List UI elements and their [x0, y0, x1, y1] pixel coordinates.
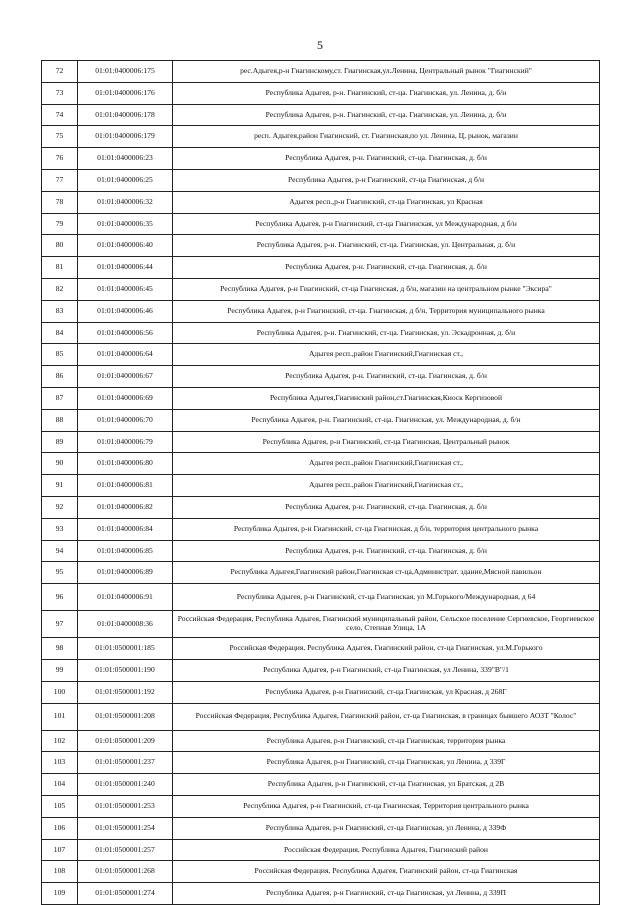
- cadastral-number-cell: 01:01:0500001:209: [78, 730, 173, 752]
- address-cell: Республика Адыгея,Гиагинский район,ст.Гиагинская,Киоск Кергизовой: [173, 387, 600, 409]
- address-cell: Республика Адыгея, р-н. Гиагинский, ст-ца. Гиагинская, ул. Эскадронная, д. б/н: [173, 322, 600, 344]
- table-row: [42, 518, 600, 540]
- address-cell: Адыгея респ.,район Гиагинский,Гиагинская ст.,: [173, 344, 600, 366]
- row-number-cell: 90: [42, 453, 78, 475]
- cadastral-number-cell: 01:01:0400006:45: [78, 278, 173, 300]
- table-row: [42, 839, 600, 861]
- cadastral-number-cell: 01:01:0400006:178: [78, 104, 173, 126]
- address-cell: Республика Адыгея, р-н Гиагинский, ст-ца Гиагинская, ул Ленина, 339"В"/1: [173, 659, 600, 681]
- cadastral-number-cell: 01:01:0400006:81: [78, 475, 173, 497]
- address-cell: Республика Адыгея, р-н Гиагинский, ст-ца Гиагинская, ул М.Горького/Международная, д 64: [173, 584, 600, 611]
- table-row: [42, 496, 600, 518]
- table-row: [42, 475, 600, 497]
- row-number-cell: 81: [42, 257, 78, 279]
- row-number-cell: 79: [42, 213, 78, 235]
- cadastral-number-cell: 01:01:0400006:70: [78, 409, 173, 431]
- table-row: [42, 730, 600, 752]
- cadastral-number-cell: 01:01:0500001:268: [78, 861, 173, 883]
- table-row: [42, 235, 600, 257]
- row-number-cell: 104: [42, 774, 78, 796]
- address-cell: Республика Адыгея, р-н Гиагинский, ст-ца Гиагинская, Территория центрального рынка: [173, 795, 600, 817]
- row-number-cell: 85: [42, 344, 78, 366]
- table-row: [42, 638, 600, 660]
- cadastral-number-cell: 01:01:0500001:240: [78, 774, 173, 796]
- address-cell: Российская Федерация, Республика Адыгея, Гиагинский район, ст-ца Гиагинская, в границах бывшего АОЗТ "Колос": [173, 703, 600, 730]
- cadastral-number-cell: 01:01:0400006:44: [78, 257, 173, 279]
- cadastral-number-cell: 01:01:0400006:85: [78, 540, 173, 562]
- table-row: [42, 126, 600, 148]
- address-cell: Республика Адыгея, р-н Гиагинский, ст-ца Гиагинская, д б/н, территория центрального рынка: [173, 518, 600, 540]
- table-row: [42, 61, 600, 83]
- row-number-cell: 93: [42, 518, 78, 540]
- cadastral-number-cell: 01:01:0400006:176: [78, 82, 173, 104]
- table-row: [42, 584, 600, 611]
- cadastral-number-cell: 01:01:0500001:190: [78, 659, 173, 681]
- cadastral-number-cell: 01:01:0400006:175: [78, 61, 173, 83]
- table-row: [42, 387, 600, 409]
- cadastral-number-cell: 01:01:0400006:91: [78, 584, 173, 611]
- cadastral-number-cell: 01:01:0400006:23: [78, 148, 173, 170]
- address-cell: Республика Адыгея, р-н. Гиагинский, ст-ца. Гиагинская, д. б/н: [173, 148, 600, 170]
- cadastral-number-cell: 01:01:0400006:80: [78, 453, 173, 475]
- row-number-cell: 89: [42, 431, 78, 453]
- table-row: [42, 752, 600, 774]
- cadastral-number-cell: 01:01:0400006:46: [78, 300, 173, 322]
- registry-table-body: [42, 61, 600, 905]
- table-row: [42, 659, 600, 681]
- cadastral-number-cell: 01:01:0400006:69: [78, 387, 173, 409]
- address-cell: Адыгея респ.,р-н Гиагинский, ст-ца Гиагинская, ул Красная: [173, 191, 600, 213]
- address-cell: Республика Адыгея, р-н Гиагинский, ст-ца Гиагинская, д б/н, магазин на центральном рынке "Эксира": [173, 278, 600, 300]
- row-number-cell: 84: [42, 322, 78, 344]
- row-number-cell: 95: [42, 562, 78, 584]
- table-row: [42, 611, 600, 638]
- table-row: [42, 169, 600, 191]
- table-row: [42, 861, 600, 883]
- address-cell: Республика Адыгея, р-н. Гиагинский, ст-ца. Гиагинская, ул. Центральная, д. б/н: [173, 235, 600, 257]
- address-cell: Республика Адыгея, р-н. Гиагинский, ст-ца. Гиагинская, ул. Международная, д. б/н: [173, 409, 600, 431]
- row-number-cell: 77: [42, 169, 78, 191]
- row-number-cell: 92: [42, 496, 78, 518]
- row-number-cell: 103: [42, 752, 78, 774]
- page-number: 5: [317, 38, 323, 52]
- address-cell: Республика Адыгея, р-н Гиагинский, ст-ца Гиагинская, ул Ленина, д 339Ф: [173, 817, 600, 839]
- cadastral-number-cell: 01:01:0400008:36: [78, 611, 173, 638]
- row-number-cell: 107: [42, 839, 78, 861]
- cadastral-number-cell: 01:01:0400006:35: [78, 213, 173, 235]
- row-number-cell: 88: [42, 409, 78, 431]
- row-number-cell: 97: [42, 611, 78, 638]
- row-number-cell: 100: [42, 681, 78, 703]
- cadastral-number-cell: 01:01:0500001:192: [78, 681, 173, 703]
- address-cell: Республика Адыгея, р-н Гиагинский, ст-ца Гиагинская, ул Братская, д 2В: [173, 774, 600, 796]
- cadastral-number-cell: 01:01:0400006:64: [78, 344, 173, 366]
- row-number-cell: 96: [42, 584, 78, 611]
- table-row: [42, 322, 600, 344]
- cadastral-number-cell: 01:01:0400006:84: [78, 518, 173, 540]
- table-row: [42, 409, 600, 431]
- table-row: [42, 883, 600, 905]
- address-cell: рес.Адыгея,р-н Гиагинскому,ст. Гиагинская,ул.Ленина, Центральный рынок "Гиагинский": [173, 61, 600, 83]
- cadastral-number-cell: 01:01:0500001:208: [78, 703, 173, 730]
- address-cell: Российская Федерация, Республика Адыгея, Гиагинский муниципальный район, Сельское поселение Сергиевское, Георгиевское село, Степная Улица, 1А: [173, 611, 600, 638]
- address-cell: Республика Адыгея, р-н. Гиагинский, ст-ца. Гиагинская, д. б/н: [173, 496, 600, 518]
- address-cell: Республика Адыгея, р-н. Гиагинский, ст-ца. Гиагинская, д. б/н: [173, 366, 600, 388]
- row-number-cell: 82: [42, 278, 78, 300]
- cadastral-number-cell: 01:01:0500001:257: [78, 839, 173, 861]
- address-cell: респ. Адыгея,район Гиагинский, ст. Гиагинская,по ул. Ленина, Ц, рынок, магазин: [173, 126, 600, 148]
- row-number-cell: 91: [42, 475, 78, 497]
- row-number-cell: 102: [42, 730, 78, 752]
- table-row: [42, 191, 600, 213]
- cadastral-number-cell: 01:01:0500001:237: [78, 752, 173, 774]
- row-number-cell: 105: [42, 795, 78, 817]
- row-number-cell: 72: [42, 61, 78, 83]
- table-row: [42, 366, 600, 388]
- table-row: [42, 300, 600, 322]
- cadastral-number-cell: 01:01:0400006:67: [78, 366, 173, 388]
- address-cell: Республика Адыгея, р-н. Гиагинский, ст-ца. Гиагинская, ул. Ленина, д. б/н: [173, 82, 600, 104]
- row-number-cell: 87: [42, 387, 78, 409]
- address-cell: Российская Федерация, Республика Адыгея, Гиагинский район, ст-ца Гиагинская: [173, 861, 600, 883]
- address-cell: Республика Адыгея, р-н Гиагинский, ст-ца Гиагинская, ул Ленина, д 339П: [173, 883, 600, 905]
- address-cell: Адыгея респ.,район Гиагинский,Гиагинская ст.,: [173, 475, 600, 497]
- row-number-cell: 108: [42, 861, 78, 883]
- cadastral-number-cell: 01:01:0400006:56: [78, 322, 173, 344]
- table-row: [42, 431, 600, 453]
- table-row: [42, 148, 600, 170]
- row-number-cell: 74: [42, 104, 78, 126]
- table-row: [42, 540, 600, 562]
- land-plot-registry-table: [41, 60, 600, 905]
- address-cell: Республика Адыгея, р-н Гиагинский, ст-ца. Гиагинская, д б/н, Территория муниципального рынка: [173, 300, 600, 322]
- row-number-cell: 94: [42, 540, 78, 562]
- table-row: [42, 82, 600, 104]
- table-row: [42, 344, 600, 366]
- address-cell: Республика Адыгея, р-н. Гиагинский, ст-ца. Гиагинская, д. б/н: [173, 540, 600, 562]
- row-number-cell: 73: [42, 82, 78, 104]
- address-cell: Республика Адыгея, р-н Гиагинский, ст-ца Гиагинская, Центральный рынок: [173, 431, 600, 453]
- row-number-cell: 106: [42, 817, 78, 839]
- table-row: [42, 795, 600, 817]
- table-row: [42, 104, 600, 126]
- cadastral-number-cell: 01:01:0500001:274: [78, 883, 173, 905]
- table-row: [42, 213, 600, 235]
- table-row: [42, 703, 600, 730]
- table-row: [42, 774, 600, 796]
- address-cell: Республика Адыгея, р-н. Гиагинский, ст-ца. Гиагинская, ул. Ленина, д. б/н: [173, 104, 600, 126]
- table-row: [42, 817, 600, 839]
- row-number-cell: 101: [42, 703, 78, 730]
- address-cell: Российская Федерация, Республика Адыгея, Гиагинский район: [173, 839, 600, 861]
- row-number-cell: 86: [42, 366, 78, 388]
- table-row: [42, 257, 600, 279]
- row-number-cell: 80: [42, 235, 78, 257]
- address-cell: Республика Адыгея, р-н Гиагинский, ст-ца Гиагинская, территория рынка: [173, 730, 600, 752]
- address-cell: Российская Федерация, Республика Адыгея, Гиагинский район, ст-ца Гиагинская, ул.М.Горького: [173, 638, 600, 660]
- address-cell: Республика Адыгея,Гиагинский район,Гиагинская ст-ца,Администрат. здание,Мясной павильон: [173, 562, 600, 584]
- cadastral-number-cell: 01:01:0400006:79: [78, 431, 173, 453]
- cadastral-number-cell: 01:01:0400006:89: [78, 562, 173, 584]
- address-cell: Адыгея респ.,район Гиагинский,Гиагинская ст.,: [173, 453, 600, 475]
- table-row: [42, 681, 600, 703]
- cadastral-number-cell: 01:01:0500001:253: [78, 795, 173, 817]
- address-cell: Республика Адыгея, р-н Гиагинский, ст-ца Гиагинская, ул Ленина, д 339Г: [173, 752, 600, 774]
- row-number-cell: 78: [42, 191, 78, 213]
- address-cell: Республика Адыгея, р-н Гиагинский, ст-ца Гиагинская, ул Международная, д б/н: [173, 213, 600, 235]
- table-row: [42, 453, 600, 475]
- cadastral-number-cell: 01:01:0400006:40: [78, 235, 173, 257]
- row-number-cell: 83: [42, 300, 78, 322]
- row-number-cell: 109: [42, 883, 78, 905]
- row-number-cell: 76: [42, 148, 78, 170]
- cadastral-number-cell: 01:01:0400006:82: [78, 496, 173, 518]
- address-cell: Республика Адыгея, р-н Гиагинский, ст-ца Гиагинская, д б/н: [173, 169, 600, 191]
- row-number-cell: 75: [42, 126, 78, 148]
- cadastral-number-cell: 01:01:0400006:179: [78, 126, 173, 148]
- cadastral-number-cell: 01:01:0400006:32: [78, 191, 173, 213]
- row-number-cell: 98: [42, 638, 78, 660]
- table-row: [42, 562, 600, 584]
- address-cell: Республика Адыгея, р-н Гиагинский, ст-ца Гиагинская, ул Красная, д 268Г: [173, 681, 600, 703]
- address-cell: Республика Адыгея, р-н. Гиагинский, ст-ца. Гиагинская, д. б/н: [173, 257, 600, 279]
- cadastral-number-cell: 01:01:0400006:25: [78, 169, 173, 191]
- table-row: [42, 278, 600, 300]
- cadastral-number-cell: 01:01:0500001:185: [78, 638, 173, 660]
- row-number-cell: 99: [42, 659, 78, 681]
- cadastral-number-cell: 01:01:0500001:254: [78, 817, 173, 839]
